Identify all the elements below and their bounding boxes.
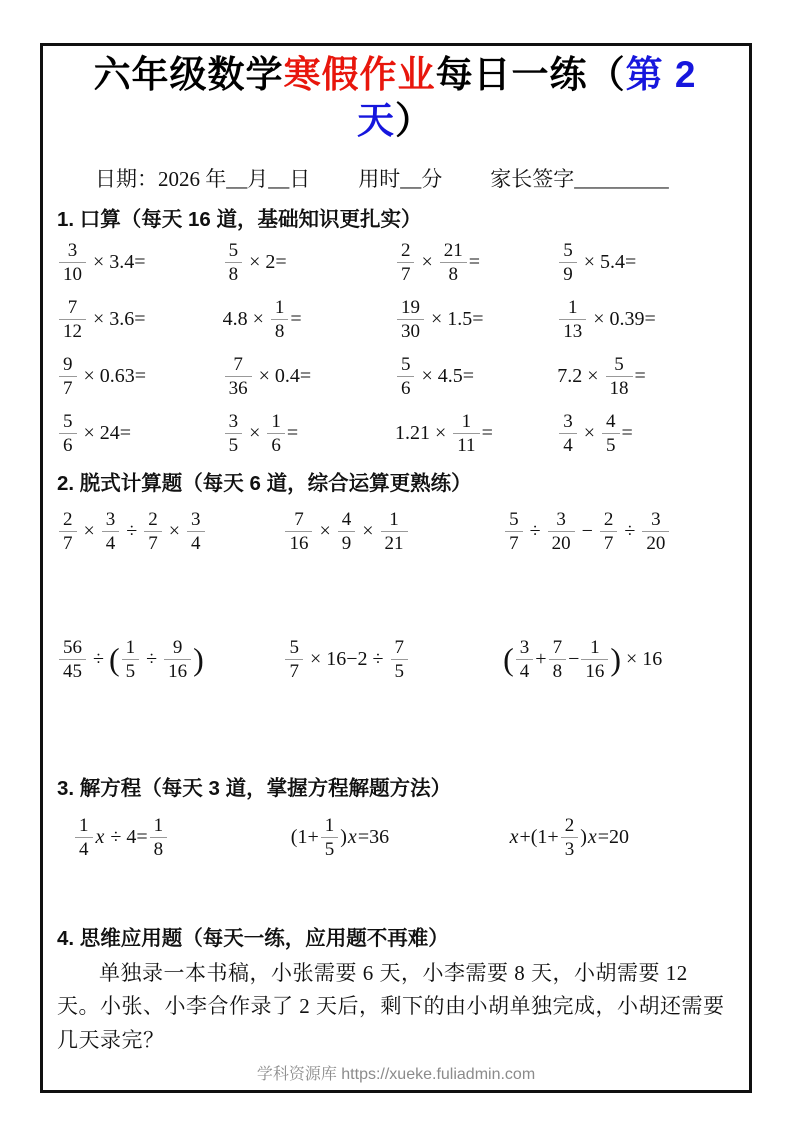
math-text: × 1.5= [425,308,484,331]
math-text: (1+ [290,825,319,848]
math-text: × 3.4= [88,251,146,274]
denominator: 7 [59,531,77,554]
math-text: × 2= [244,251,287,274]
denominator: 5 [321,837,339,860]
numerator: 7 [552,636,563,658]
fraction [602,411,620,457]
denominator: 4 [187,531,205,554]
section-2-heading: 2. 脱式计算题（每天 6 道，综合运算更熟练） [57,472,472,496]
fraction [559,411,577,457]
math-text: 1.21 × [394,422,452,445]
denominator: 4 [102,531,120,554]
numerator: 3 [563,410,573,432]
worksheet-page-frame [40,43,752,1093]
math-text: × [416,251,438,274]
math-problem [557,354,733,400]
fraction [321,815,339,861]
math-text: × [314,520,336,543]
title-segment: 每日一练 [435,54,588,95]
math-problem [57,240,223,286]
math-problem [557,240,733,286]
numerator: 5 [289,636,299,658]
math-text: × 0.63= [78,365,147,388]
denominator: 8 [271,319,289,342]
math-text: × [244,422,266,445]
denominator: 6 [59,433,77,456]
numerator: 2 [148,508,158,530]
math-text: 4.8 × [222,308,269,331]
math-problem [283,509,503,555]
denominator: 30 [397,319,424,342]
denominator: 16 [164,659,191,682]
parenthesis: ( [108,641,120,678]
fraction [267,411,285,457]
numerator: 4 [606,410,616,432]
math-text: × 16 [621,648,663,671]
parent-signature-field: 家长签字_________ [490,166,669,191]
math-text: + [535,648,547,671]
denominator: 7 [505,531,523,554]
math-problem [503,509,733,555]
footer-watermark: 学科资源库 https://xueke.fuliadmin.com [256,1066,536,1083]
denominator: 4 [75,837,93,860]
math-problem [283,637,503,683]
fraction [549,637,567,683]
numerator: 5 [509,508,519,530]
denominator: 3 [561,837,579,860]
denominator: 20 [642,531,669,554]
oral-calculation-grid [57,234,733,462]
math-text: =36 [357,825,390,848]
numerator: 1 [461,410,472,432]
denominator: 7 [397,262,415,285]
denominator: 7 [285,659,303,682]
math-problem [509,815,733,861]
denominator: 5 [391,659,409,682]
title-segment: 六年级数学 [93,54,284,95]
math-text: ÷ [619,520,641,543]
fraction [59,354,77,400]
fraction [440,240,467,286]
fraction [59,509,77,555]
numerator: 3 [519,636,530,658]
fraction [561,815,579,861]
fraction [225,240,243,286]
math-problem [57,297,223,343]
math-problem [503,637,733,683]
denominator: 8 [440,262,467,285]
fraction [505,509,523,555]
variable: x [509,825,519,848]
word-problem-text: 单独录一本书稿，小张需要 6 天，小李需要 8 天，小胡需要 12 天。小张、小李合作录了 2 天后，剩下的由小胡单独完成，小胡还需要几天录完？ [57,960,725,1053]
math-text: =20 [597,825,630,848]
math-text: × 16−2 ÷ [304,648,389,671]
date-field: 日期：2026 年__月__日 [95,166,311,191]
math-problem [291,815,509,861]
fraction [581,637,608,683]
math-problem [395,354,557,400]
math-text: − [576,520,598,543]
math-text: − [568,648,580,671]
denominator: 6 [267,433,285,456]
math-text: × 24= [78,422,132,445]
variable: x [347,825,357,848]
numerator: 3 [228,410,239,432]
math-problem [57,637,283,683]
numerator: 2 [400,239,411,261]
math-problem [557,411,733,457]
numerator: 56 [63,636,82,658]
parenthesis: ( [503,641,514,678]
math-problem [395,411,557,457]
fraction [285,509,312,555]
fraction [397,240,415,286]
numerator: 1 [567,296,578,318]
numerator: 1 [324,814,335,836]
math-text: ÷ [121,520,143,543]
math-problem [223,240,395,286]
fraction [144,509,162,555]
numerator: 1 [274,296,285,318]
math-text: × [78,520,100,543]
fraction [397,297,424,343]
fraction [150,815,168,861]
numerator: 2 [603,508,614,530]
denominator: 5 [122,659,140,682]
denominator: 9 [338,531,356,554]
denominator: 7 [600,531,618,554]
denominator: 4 [559,433,577,456]
section-3-heading: 3. 解方程（每天 3 道，掌握方程解题方法） [57,776,452,800]
numerator: 3 [191,508,201,530]
numerator: 5 [228,239,239,261]
denominator: 6 [397,376,415,399]
denominator: 21 [381,531,408,554]
math-problem [57,354,223,400]
fraction [225,354,252,400]
denominator: 5 [225,433,243,456]
denominator: 7 [144,531,162,554]
time-spent-field: 用时__分 [358,166,443,191]
denominator: 11 [453,433,479,456]
fraction [381,509,408,555]
fraction [600,509,618,555]
fraction [59,411,77,457]
numerator: 3 [651,508,661,530]
section-4-heading: 4. 思维应用题（每天一练，应用题不再难） [57,927,449,951]
denominator: 9 [559,262,577,285]
numerator: 1 [590,636,600,658]
math-text: ÷ [141,648,163,671]
math-problem [223,297,395,343]
math-text: × 0.4= [253,365,312,388]
denominator: 8 [225,262,243,285]
fraction [397,354,415,400]
math-problem [73,815,291,861]
math-problem [57,411,223,457]
worksheet-title [57,52,733,145]
math-text: = [481,422,493,445]
numerator: 7 [233,353,243,375]
math-text: × 4.5= [416,365,475,388]
math-text: ÷ [88,648,109,671]
denominator: 16 [581,659,608,682]
math-problem [57,509,283,555]
math-text: × [163,520,186,543]
parenthesis: ) [193,641,204,678]
numerator: 2 [564,814,575,836]
math-text: = [468,251,481,274]
numerator: 9 [172,636,183,658]
variable: x [95,825,105,848]
numerator: 7 [67,296,78,318]
math-text: 7.2 × [557,365,604,388]
fraction [548,509,575,555]
step-calculation-grid [57,503,733,689]
numerator: 5 [563,239,573,261]
math-text: × 0.39= [588,308,656,331]
numerator: 7 [394,636,404,658]
numerator: 3 [67,239,78,261]
fraction [391,637,409,683]
numerator: 5 [63,410,73,432]
fraction [606,354,633,400]
fraction [122,637,140,683]
math-problem [395,297,557,343]
fraction [271,297,289,343]
math-text: = [290,308,302,331]
math-problem [395,240,557,286]
numerator: 3 [105,508,116,530]
fraction [516,637,534,683]
denominator: 18 [606,376,633,399]
denominator: 8 [150,837,168,860]
numerator: 1 [153,814,164,836]
title-segment: 第 2 天 [357,54,697,142]
fraction [453,411,479,457]
math-text: ) [580,825,587,848]
numerator: 19 [400,296,420,318]
numerator: 7 [294,508,304,530]
fraction [187,509,205,555]
denominator: 4 [516,659,534,682]
denominator: 12 [59,319,86,342]
fraction [75,815,93,861]
fraction [338,509,356,555]
numerator: 21 [443,239,463,261]
math-text: × 5.4= [578,251,637,274]
numerator: 4 [341,508,352,530]
denominator: 36 [225,376,252,399]
denominator: 7 [59,376,77,399]
denominator: 13 [559,319,586,342]
fraction [559,297,586,343]
section-1-heading: 1. 口算（每天 16 道，基础知识更扎实） [57,207,422,231]
math-text: ÷ 4= [105,825,148,848]
math-text: +(1+ [519,825,559,848]
denominator: 5 [602,433,620,456]
math-text: = [634,365,646,388]
math-problem [557,297,733,343]
math-text: = [621,422,633,445]
math-problem [223,411,395,457]
denominator: 45 [59,659,86,682]
fraction [59,240,86,286]
fraction [559,240,577,286]
fraction [59,637,86,683]
numerator: 1 [125,636,136,658]
fraction [102,509,120,555]
fraction [59,297,86,343]
title-segment: 寒假作业 [283,54,436,95]
numerator: 1 [389,508,399,530]
denominator: 16 [285,531,312,554]
math-text: ) [340,825,347,848]
numerator: 3 [556,508,566,530]
numerator: 5 [400,353,411,375]
denominator: 8 [549,659,567,682]
variable: x [587,825,597,848]
fraction [285,637,303,683]
denominator: 10 [59,262,86,285]
math-text: ÷ [524,520,546,543]
numerator: 2 [63,508,73,530]
fraction [164,637,191,683]
denominator: 20 [548,531,575,554]
title-segment: （ [587,54,626,95]
numerator: 5 [614,353,624,375]
math-problem [223,354,395,400]
numerator: 9 [63,353,73,375]
math-text: = [286,422,299,445]
numerator: 1 [271,410,281,432]
title-segment: ） [395,100,433,142]
math-text: × [578,422,600,445]
fraction [225,411,243,457]
parenthesis: ) [610,641,622,678]
math-text: × 3.6= [88,308,146,331]
fraction [642,509,669,555]
equation-grid [57,807,733,867]
math-text: × [357,520,379,543]
meta-line [95,163,733,193]
numerator: 1 [79,814,89,836]
